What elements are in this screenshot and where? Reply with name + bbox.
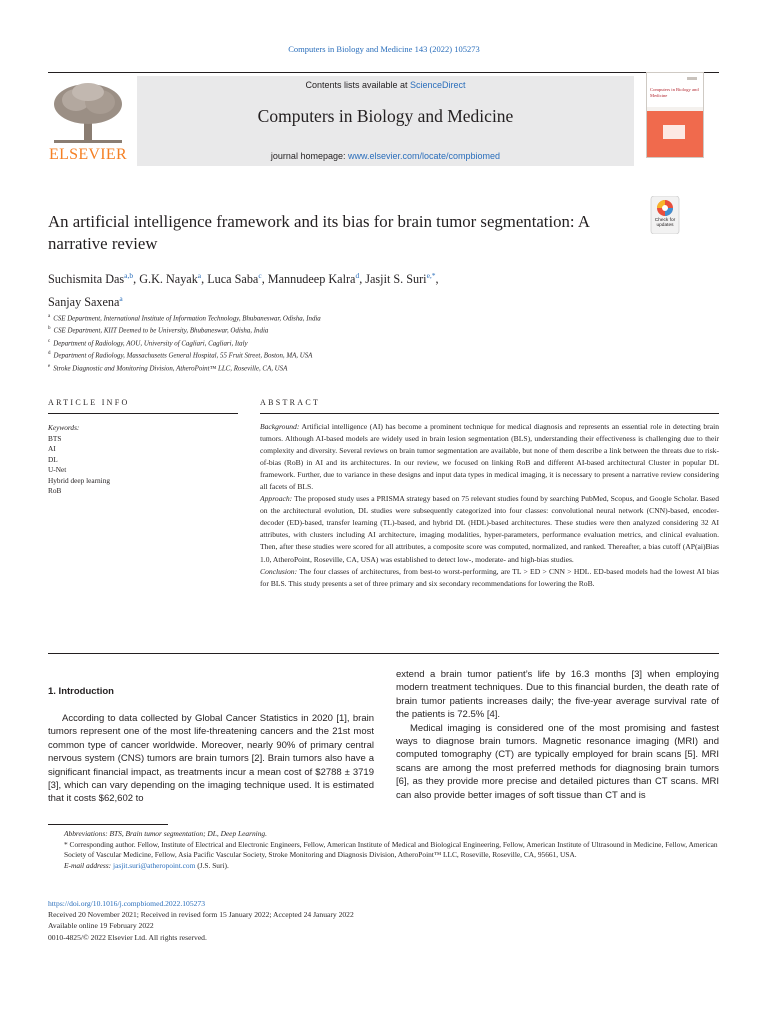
article-info-heading: ARTICLE INFO <box>48 398 130 407</box>
abstract-heading: ABSTRACT <box>260 398 321 407</box>
cover-logo-mark <box>687 77 697 80</box>
author-name[interactable]: Suchismita Das <box>48 272 125 287</box>
author-affiliation-marker[interactable]: e,* <box>426 271 436 280</box>
keyword-item: BTS <box>48 433 62 443</box>
journal-cover-thumbnail[interactable] <box>646 72 704 158</box>
footnote-rule <box>48 824 168 825</box>
abstract-background-text: Artificial intelligence (AI) has become a prominent technique for medical diagnosis and represents an essential role in detecting brain tumors. Although AI-based models are widely used in brain lesion segmentation (BLS), understanding their effectiveness is challenging due to their complexity and diversity. Several reviews on brain tumor segmentation are available, but none of them describe a link between the threats due to risk-of-bias (RoB) in AI and its architectures. In our review, we focused on linking RoB and different AI-based architectural Cluster in popular DL framework. Further, due to variance in these designs and input data types in medical imaging, it is necessary to present a narrative review considering all facets of BLS. <box>260 422 719 492</box>
keyword-item: DL <box>48 454 58 464</box>
abstract-approach <box>260 493 719 565</box>
affiliation-item <box>48 324 548 336</box>
intro-paragraph-1: According to data collected by Global Cancer Statistics in 2020 [1], brain tumors represent one of the most life-threatening cancers and the 21st most common type of cancer worldwide. Moreover, nearly 90% of primary central nervous system (CNS) tumors are brain tumors [2]. Brain tumors also have a significant financial impact, as treatments incur a mean cost of $2788 ± 3719 [3], which can vary depending on the imaging technique used. It is estimated that it costs $62,602 to <box>48 713 374 805</box>
author-name[interactable]: Jasjit S. Suri <box>365 272 427 287</box>
abstract-bottom-rule <box>48 653 719 654</box>
author-item[interactable]: Luca Saba$^c$, <box>207 271 268 287</box>
abstract-approach-label: Approach: <box>260 494 293 504</box>
affiliation-text: Department of Radiology, AOU, University of Cagliari, Cagliari, Italy <box>53 340 248 348</box>
keyword-item: RoB <box>48 486 62 495</box>
author-name[interactable]: Luca Saba <box>207 272 259 287</box>
affiliation-text: Stroke Diagnostic and Monitoring Division, AtheroPoint™ LLC, Roseville, CA, USA <box>53 364 288 372</box>
affiliation-key: a <box>48 314 51 319</box>
keywords-label: Keywords: <box>48 423 80 432</box>
abstract-conclusion-text: The four classes of architectures, from best-to worst-performing, are TL > ED > CNN > HDL. ED-based models had the lowest AI bias for BLS. This study presents a set of three primary and six secondary recommendations for lowering the RoB. <box>260 566 719 588</box>
abstract-rule <box>260 413 719 414</box>
email-suffix: (J.S. Suri). <box>195 860 229 870</box>
sciencedirect-link[interactable]: ScienceDirect <box>410 80 466 90</box>
author-name[interactable]: G.K. Nayak <box>139 272 198 287</box>
affiliation-key: e <box>48 363 51 369</box>
author-item[interactable]: Suchismita Das$^{a,b}$, <box>48 271 140 287</box>
body-right-column <box>396 668 719 802</box>
doi-link[interactable]: https://doi.org/10.1016/j.compbiomed.2022.105273 <box>48 899 206 908</box>
journal-banner <box>137 76 634 166</box>
abstract-body <box>260 421 719 590</box>
elsevier-logo <box>48 80 128 166</box>
journal-homepage-link[interactable]: www.elsevier.com/locate/compbiomed <box>347 151 501 161</box>
author-item[interactable]: G.K. Nayak$^a$, <box>139 271 208 287</box>
received-dates: Received 20 November 2021; Received in revised form 15 January 2022; Accepted 24 January 2022 <box>48 910 354 920</box>
running-head-citation[interactable]: Computers in Biology and Medicine 143 (2022) 105273 <box>288 44 480 54</box>
author-name[interactable]: Mannudeep Kalra <box>267 272 356 287</box>
footnotes <box>48 829 719 871</box>
abstract-conclusion <box>260 566 719 590</box>
affiliation-key: d <box>48 351 51 357</box>
keyword-item: AI <box>48 444 56 453</box>
author-affiliation-marker[interactable]: c <box>258 271 262 280</box>
affiliation-key: c <box>48 338 51 344</box>
affiliation-item <box>48 312 548 324</box>
keywords-block <box>48 423 238 497</box>
journal-title: Computers in Biology and Medicine <box>257 106 514 126</box>
abbreviations-note: Abbreviations: BTS, Brain tumor segmentation; DL, Deep Learning. <box>64 829 267 838</box>
intro-paragraph-continued: extend a brain tumor patient’s life by 16.3 months [3] when employing modern treatment techniques. Due to this financial burden, the death rate of brain tumor patients increases daily; the five-year average survival rate of the patients is 72.5% [4]. <box>396 669 719 721</box>
abstract-background <box>260 421 719 493</box>
email-link[interactable]: jasjit.suri@atheropoint.com <box>113 860 196 870</box>
abstract-background-label: Background: <box>260 422 300 431</box>
introduction-heading: 1. Introduction <box>48 686 114 697</box>
affiliation-item <box>48 349 548 361</box>
cover-art-icon <box>663 125 685 139</box>
author-name[interactable]: Sanjay Saxena <box>48 295 120 310</box>
article-info-rule <box>48 413 238 414</box>
keyword-item: U-Net <box>48 465 67 474</box>
cover-title: Computers in Biology and Medicine <box>650 87 699 98</box>
homepage-line <box>137 151 634 161</box>
affiliation-item <box>48 337 548 349</box>
author-item[interactable]: Mannudeep Kalra$^d$, <box>267 271 366 287</box>
email-label: E-mail address: <box>64 860 112 870</box>
article-title: An artificial intelligence framework and its bias for brain tumor segmentation: A narrative review <box>48 212 590 253</box>
contents-line <box>137 80 634 90</box>
elsevier-wordmark: ELSEVIER <box>49 146 127 163</box>
keyword-item: Hybrid deep learning <box>48 475 111 485</box>
affiliation-list <box>48 312 548 374</box>
author-affiliation-marker[interactable]: a,b <box>124 271 134 280</box>
affiliation-text: CSE Department, KIIT Deemed to be University, Bhubaneswar, Odisha, India <box>53 327 269 335</box>
affiliation-item <box>48 362 548 374</box>
corresponding-author-note: * Corresponding author. Fellow, Institute of Electrical and Electronic Engineers, Fellow, American Institute of Medical and Biological Engineering, Fellow, American Institute of Ultrasound in Medicine, Fellow, American Society of Vascular Medicine, Fellow, Asia Pacific Vascular Society, Stroke Monitoring and Diagnosis Division, AtheroPoint™ LLC, Roseville, Roseville, CA, 95661, USA. <box>64 839 718 860</box>
email-note <box>48 861 719 872</box>
body-left-column <box>48 712 374 806</box>
abstract-approach-text: The proposed study uses a PRISMA strategy based on 75 relevant studies found by searching PubMed, Scopus, and Google Scholar. Based on the architectural evolution, DL studies were subsequently categorized into four classes: convolutional neural network (CNN)-based, encoder-decoder (ED)-based, transfer learning (TL)-based, and hybrid DL (HDL)-based architectures. These studies were then analyzed considering 32 AI attributes, with clusters including AI architecture, imaging modalities, hyper-parameters, performance evaluation metrics, and clinical evaluation. Then, after these studies were scored for all attributes, a composite score was computed, normalized, and ranked. Thereafter, a bias cutoff (AP(ai)Bias 1.0, AtheroPoint, Roseville, CA, USA) was established to detect low-, moderate- and high-bias studies. <box>260 494 719 564</box>
affiliation-text: Department of Radiology, Massachusetts General Hospital, 55 Fruit Street, Boston, MA, USA <box>53 352 313 360</box>
author-affiliation-marker[interactable]: a <box>119 294 123 304</box>
crossmark-label: Check for updates <box>654 218 676 229</box>
affiliation-text: CSE Department, International Institute of Information Technology, Bhubaneswar, Odisha, India <box>53 315 321 323</box>
author-item[interactable] <box>48 295 123 309</box>
author-affiliation-marker[interactable]: d <box>355 271 360 280</box>
copyright-line: 0010-4825/© 2022 Elsevier Ltd. All rights reserved. <box>48 932 207 942</box>
check-for-updates-badge[interactable] <box>644 196 686 234</box>
author-list <box>48 266 648 312</box>
author-item[interactable]: Jasjit S. Suri$^{e,*}$, <box>365 271 439 287</box>
contents-prefix: Contents lists available at <box>305 80 411 90</box>
available-online: Available online 19 February 2022 <box>48 921 154 931</box>
tree-icon <box>48 80 128 146</box>
homepage-prefix: journal homepage: <box>270 151 348 161</box>
intro-paragraph-2: Medical imaging is considered one of the most promising and fastest ways to diagnose brain tumors. Magnetic resonance imaging (MRI) and computed tomography (CT) are typically employed for brain scans [5]. MRI scans are among the most preferred methods for diagnosing brain tumors [6], as they provide more precise and detailed pictures than CT scans. MRI can also provide better images of soft tissue than CT and is <box>396 722 719 801</box>
author-affiliation-marker[interactable]: a <box>197 271 202 280</box>
affiliation-key: b <box>48 326 51 332</box>
abstract-conclusion-label: Conclusion: <box>260 566 298 576</box>
publication-info <box>48 898 719 943</box>
